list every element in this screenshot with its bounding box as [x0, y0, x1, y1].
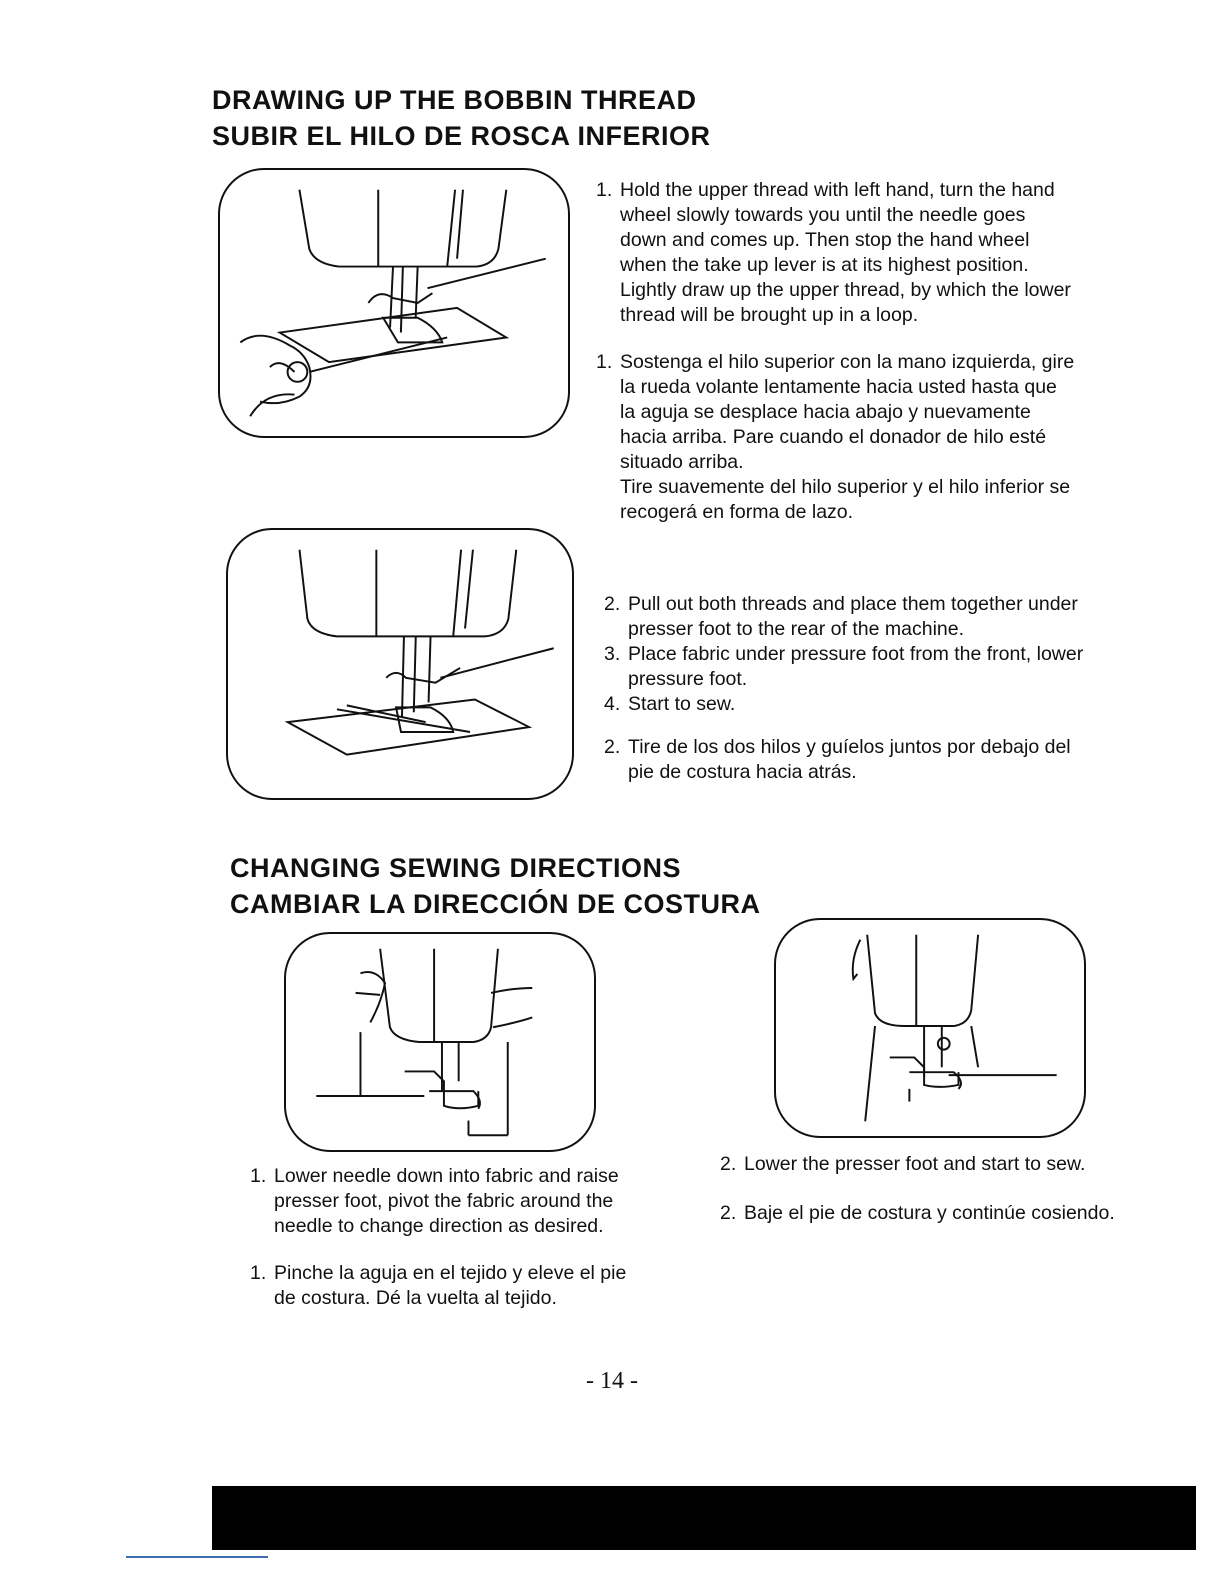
step-text: Tire de los dos hilos y guíelos juntos por debajo del pie de costura hacia atrás.	[628, 736, 1071, 783]
step-number: 2.	[604, 736, 621, 758]
hand-pulling-thread-icon	[220, 170, 568, 436]
step-number: 1.	[250, 1262, 267, 1284]
step-en-2	[604, 592, 1094, 642]
section1-title-es: SUBIR EL HILO DE ROSCA INFERIOR	[212, 121, 711, 151]
footer-rule	[126, 1556, 268, 1558]
step-pivot-es	[250, 1261, 650, 1311]
page-number: - 14 -	[586, 1368, 638, 1394]
step-text: Place fabric under pressure foot from the front, lower pressure foot.	[628, 643, 1084, 690]
step-text-extra: Lightly draw up the upper thread, by which the lower thread will be brought up in a loop.	[620, 279, 1071, 326]
step-number: 3.	[604, 643, 621, 665]
section2-heading	[230, 850, 761, 922]
step-number: 2.	[604, 593, 621, 615]
step-en-3	[604, 642, 1094, 692]
section2-title-es: CAMBIAR LA DIRECCIÓN DE COSTURA	[230, 889, 761, 919]
section2-title-en: CHANGING SEWING DIRECTIONS	[230, 853, 682, 883]
step-text: Start to sew.	[628, 693, 736, 715]
illustration-draw-thread	[218, 168, 570, 438]
step-text: Hold the upper thread with left hand, turn the hand wheel slowly towards you until the needle goes down and comes up. Then stop the hand wheel when the take up lever is at its highest position.	[620, 179, 1055, 276]
step-text: Lower the presser foot and start to sew.	[744, 1153, 1086, 1175]
step-es-1	[596, 350, 1076, 525]
section1-steps-top	[596, 178, 1076, 525]
section2-steps-right	[720, 1152, 1140, 1226]
step-text: Pinche la aguja en el tejido y eleve el pie de costura. Dé la vuelta al tejido.	[274, 1262, 627, 1309]
step-text-extra: Tire suavemente del hilo superior y el hilo inferior se recogerá en forma de lazo.	[620, 476, 1071, 523]
step-pivot-en	[250, 1164, 650, 1239]
step-lower-en	[720, 1152, 1140, 1177]
step-text: Pull out both threads and place them together under presser foot to the rear of the machine.	[628, 593, 1078, 640]
step-number: 1.	[596, 351, 613, 373]
lower-foot-icon	[776, 920, 1084, 1136]
threads-under-foot-icon	[228, 530, 572, 798]
illustration-threads-under-foot	[226, 528, 574, 800]
illustration-pivot-fabric	[284, 932, 596, 1152]
step-number: 2.	[720, 1202, 737, 1224]
pivot-fabric-icon	[286, 934, 594, 1150]
section1-steps-bottom	[604, 592, 1094, 785]
step-text: Sostenga el hilo superior con la mano izquierda, gire la rueda volante lentamente hacia usted hasta que la aguja se desplace hacia abajo y nuevamente hacia arriba. Pare cuando el donador de hilo esté situado arriba.	[620, 351, 1075, 473]
section1-heading	[212, 82, 711, 154]
step-number: 4.	[604, 693, 621, 715]
footer-bar	[212, 1486, 1196, 1550]
step-en-4	[604, 692, 1094, 717]
step-lower-es	[720, 1201, 1140, 1226]
step-es-2	[604, 735, 1094, 785]
section1-title-en: DRAWING UP THE BOBBIN THREAD	[212, 85, 697, 115]
step-text: Baje el pie de costura y continúe cosiendo.	[744, 1202, 1115, 1224]
step-number: 1.	[250, 1165, 267, 1187]
step-number: 1.	[596, 179, 613, 201]
step-en-1	[596, 178, 1076, 328]
step-text: Lower needle down into fabric and raise presser foot, pivot the fabric around the needle to change direction as desired.	[274, 1165, 619, 1237]
illustration-lower-foot	[774, 918, 1086, 1138]
step-number: 2.	[720, 1153, 737, 1175]
section2-steps-left	[250, 1164, 650, 1311]
